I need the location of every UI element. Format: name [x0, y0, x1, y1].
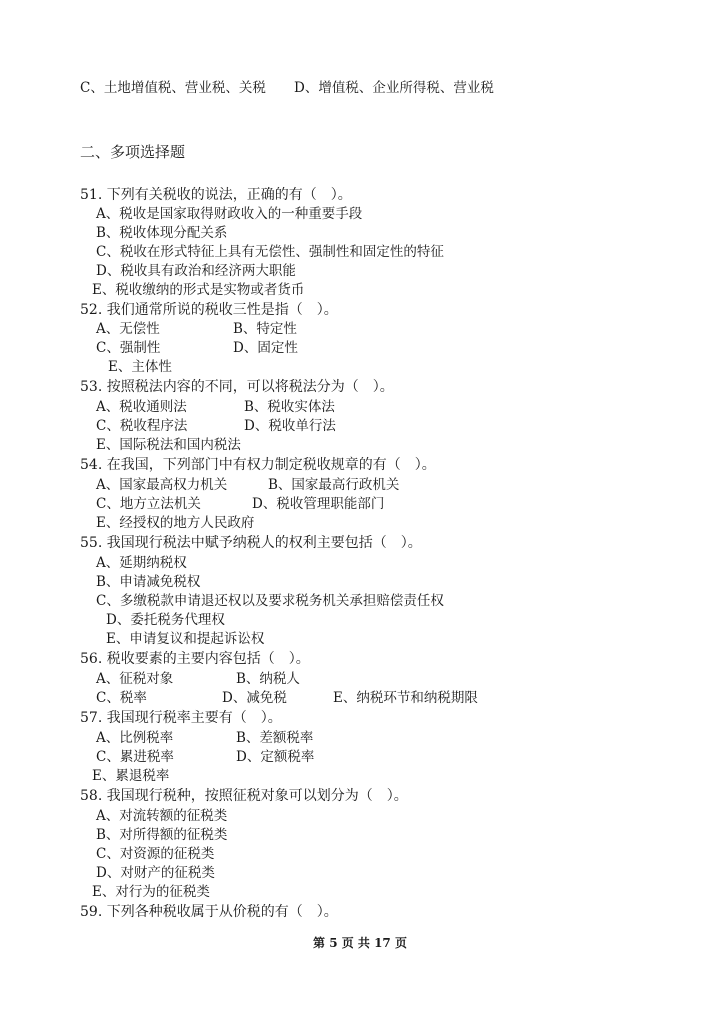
- q54-option-a: A、国家最高权力机关: [96, 477, 228, 493]
- q54-option-e: E、经授权的地方人民政府: [96, 515, 255, 531]
- q57-option-b: B、差额税率: [236, 730, 314, 746]
- question-59-stem: 59. 下列各种税收属于从价税的有（ ）。: [80, 904, 338, 920]
- q52-option-a: A、无偿性: [96, 321, 160, 337]
- q55-option-e: E、申请复议和提起诉讼权: [106, 631, 265, 647]
- q52-option-e: E、主体性: [108, 359, 172, 375]
- q58-option-d: D、对财产的征税类: [96, 865, 215, 881]
- q55-option-b: B、申请减免税权: [96, 574, 201, 590]
- q51-option-b: B、税收体现分配关系: [96, 225, 228, 241]
- q53-option-b: B、税收实体法: [244, 399, 335, 415]
- option-d: D、增值税、企业所得税、营业税: [294, 80, 494, 96]
- prev-question-options: [80, 79, 494, 97]
- q53-option-c: C、税收程序法: [96, 418, 188, 434]
- question-58-stem: 58. 我国现行税种，按照征税对象可以划分为（ ）。: [80, 788, 408, 804]
- question-57-stem: 57. 我国现行税率主要有（ ）。: [80, 710, 282, 726]
- q58-option-c: C、对资源的征税类: [96, 846, 215, 862]
- q56-option-d: D、减免税: [222, 690, 287, 706]
- question-53-stem: 53. 按照税法内容的不同，可以将税法分为（ ）。: [80, 379, 394, 395]
- q58-option-e: E、对行为的征税类: [92, 884, 210, 900]
- q57-option-c: C、累进税率: [96, 749, 174, 765]
- q54-option-c: C、地方立法机关: [96, 496, 201, 512]
- q53-option-d: D、税收单行法: [244, 418, 336, 434]
- q51-option-d: D、税收具有政治和经济两大职能: [96, 263, 296, 279]
- question-54-stem: 54. 在我国，下列部门中有权力制定税收规章的有（ ）。: [80, 457, 436, 473]
- question-55-stem: 55. 我国现行税法中赋予纳税人的权利主要包括（ ）。: [80, 535, 422, 551]
- q57-option-d: D、定额税率: [236, 749, 315, 765]
- q52-option-b: B、特定性: [233, 321, 297, 337]
- q57-option-e: E、累退税率: [92, 768, 170, 784]
- page-footer: 第 5 页 共 17 页: [313, 936, 407, 950]
- section-title: 二、多项选择题: [80, 143, 186, 161]
- q54-option-b: B、国家最高行政机关: [268, 477, 400, 493]
- q53-option-a: A、税收通则法: [96, 399, 187, 415]
- q52-option-c: C、强制性: [96, 340, 161, 356]
- q51-option-e: E、税收缴纳的形式是实物或者货币: [92, 282, 305, 298]
- question-56-stem: 56. 税收要素的主要内容包括（ ）。: [80, 651, 310, 667]
- q58-option-b: B、对所得额的征税类: [96, 827, 228, 843]
- q55-option-a: A、延期纳税权: [96, 555, 187, 571]
- q56-option-e: E、纳税环节和纳税期限: [333, 690, 478, 706]
- q56-option-b: B、纳税人: [236, 671, 300, 687]
- q56-option-c: C、税率: [96, 690, 147, 706]
- q51-option-a: A、税收是国家取得财政收入的一种重要手段: [96, 206, 363, 222]
- q52-option-d: D、固定性: [233, 340, 298, 356]
- option-c: C、土地增值税、营业税、关税: [80, 80, 266, 96]
- question-52-stem: 52. 我们通常所说的税收三性是指（ ）。: [80, 302, 338, 318]
- q57-option-a: A、比例税率: [96, 730, 174, 746]
- question-51-stem: 51. 下列有关税收的说法，正确的有（ ）。: [80, 187, 352, 203]
- q54-option-d: D、税收管理职能部门: [252, 496, 385, 512]
- q56-option-a: A、征税对象: [96, 671, 174, 687]
- q53-option-e: E、国际税法和国内税法: [96, 437, 241, 453]
- q51-option-c: C、税收在形式特征上具有无偿性、强制性和固定性的特征: [96, 244, 444, 260]
- q58-option-a: A、对流转额的征税类: [96, 808, 228, 824]
- q55-option-d: D、委托税务代理权: [106, 612, 225, 628]
- q55-option-c: C、多缴税款申请退还权以及要求税务机关承担赔偿责任权: [96, 593, 444, 609]
